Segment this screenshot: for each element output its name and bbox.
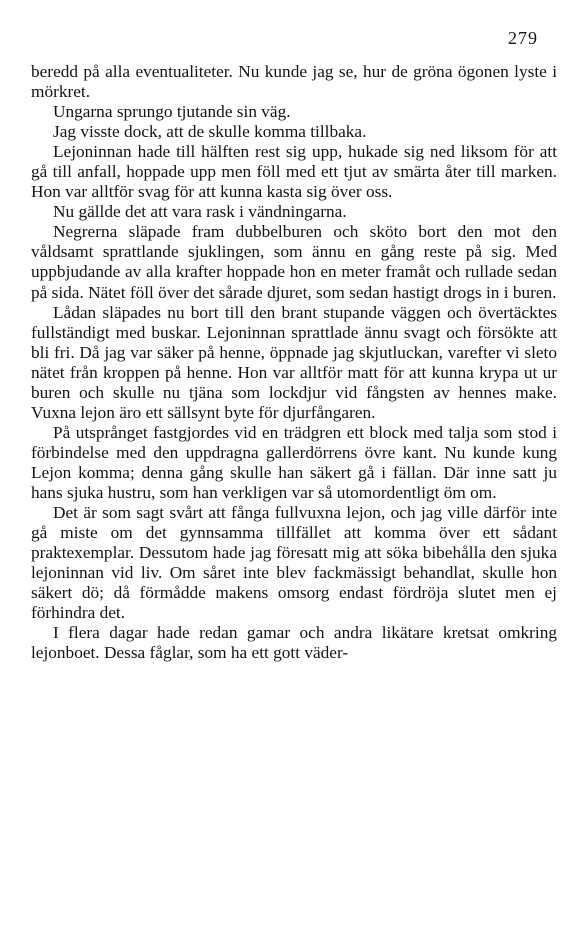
paragraph: Jag visste dock, att de skulle komma tillbaka. [53,122,367,142]
paragraph: Nu gällde det att vara rask i vändningarna. [53,202,347,222]
paragraph: Lådan släpades nu bort till den brant stupande väggen och övertäcktes fullständigt med buskar. Lejoninnan sprattlade ännu svagt och försökte att bli fri. Då jag var säker på henne, öppnade jag skjutluckan, varefter vi sleto nätet från kroppen på henne. Hon var alltför matt för att kunna krypa ut ur buren och skulle nu tjäna som lockdjur vid fångsten av hennes make. Vuxna lejon äro ett sällsynt byte för djurfångaren. [31,302,557,422]
paragraph: Lejoninnan hade till hälften rest sig upp, hukade sig ned liksom för att gå till anfall, hoppade upp men föll med ett tjut av smärta åter till marken. Hon var alltför svag för att kunna kasta sig över oss. [31,142,557,202]
paragraph: Negrerna släpade fram dubbelburen och sköto bort den mot den våldsamt sprattlande sjuklingen, som ännu en gång reste på sig. Med uppbjudande av alla krafter hoppade hon en meter framåt och rullade sedan på sida. Nätet föll över det sårade djuret, som sedan hastigt drogs in i buren. [31,222,557,302]
paragraph: I flera dagar hade redan gamar och andra likätare kretsat omkring lejonboet. Dessa fåglar, som ha ett gott väder- [31,623,557,663]
paragraph: På utsprånget fastgjordes vid en trädgren ett block med talja som stod i förbindelse med den uppdragna gallerdörrens övre kant. Nu kunde kung Lejon komma; denna gång skulle han säkert gå i fällan. Där inne satt ju hans sjuka hustru, som han verkligen var så utomordentligt öm om. [31,422,557,502]
paragraph: beredd på alla eventualiteter. Nu kunde jag se, hur de gröna ögonen lyste i mörkret. [31,62,557,102]
paragraph: Det är som sagt svårt att fånga fullvuxna lejon, och jag ville därför inte gå miste om det gynnsamma tillfället att komma över ett sådant praktexemplar. Dessutom hade jag föresatt mig att söka bibehålla den sjuka lejoninnan vid liv. Om såret inte blev fackmässigt behandlat, skulle hon säkert dö; då förmådde makens omsorg endast fördröja slutet men ej förhindra det. [31,503,557,623]
paragraph: Ungarna sprungo tjutande sin väg. [53,102,291,122]
page-number: 279 [508,28,538,48]
body-text [31,62,557,663]
